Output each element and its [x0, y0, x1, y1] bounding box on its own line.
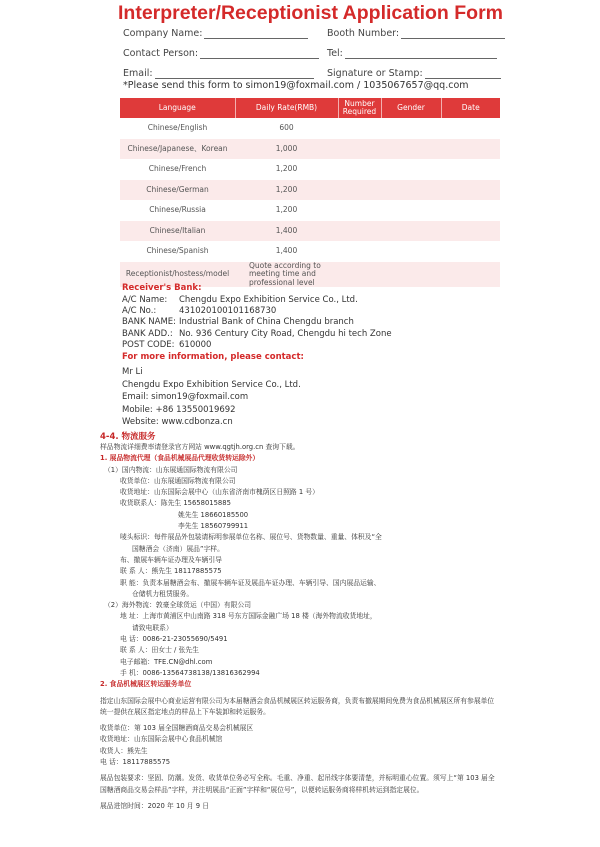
table-row: Receptionist/hostess/model Quote according to meeting time and professional level — [120, 262, 500, 288]
booth-field[interactable]: Booth Number: — [327, 25, 505, 39]
table-row: Chinese/Russia 1,200 — [149, 205, 298, 214]
header-rate: Daily Rate(RMB) — [235, 98, 338, 118]
header-gender: Gender — [381, 98, 441, 118]
contact-heading: For more information, please contact: — [122, 352, 304, 362]
rate-table-header — [120, 98, 500, 118]
logistics-section: 样品物流详细费率请登录官方网站 www.qgtjh.org.cn 查询下载。 1. 展品物流代理（食品机械展品代理收货转运除外） （1）国内物流：山东展通国际物流有限公司 收货单位：山东展通国际物流有限公司 收货地址：山东国际会展中心（山东省济南市槐荫区日照路 1 号） 收货联系人：陈先生 15658015885 姚先生 18660185500 李先生 18560799911 唛头标识：每件展品外包装请标明参展单位名称、展位号、货物数量、重量、体积及“全 国糖酒会（济南）展品”字样。 布、撤展车辆车证办理及车辆引导 联 系 人：熊先生 18117885575 职 能：负责本届糖酒会布、撤展车辆车证及展品车证办理、车辆引导、国内展品运输、 仓储机力租赁服务。 （2）海外物流：敦豪全球货运（中国）有限公司 地 址：上海市黄浦区中山南路 318 号东方国际金融广场 18 楼（海外物流收货地址， 请致电联系） 电 话：0086-21-23055690/5491 联 系 人：田女士 / 张先生 电子邮箱：TFE.CN@dhl.com 手 机：0086-13564738138/13816362994 2. 食品机械展区转运服务单位 指定山东国际会展中心商业运营有限公司为本届糖酒会食品机械展区转运服务商，负责布撤展期间免费为食品机械展区所有参展单位统一提供在展区指定地点的样品上下车装卸和转运服务。 收货单位：第 103 届全国糖酒商品交易会机械展区 收货地址：山东国际会展中心食品机械馆 收货人：熊先生 电 话：18117885575 展品包装要求：坚固、防潮。发货、收货单位务必写全称。毛重、净重、起吊线字体要清楚，并标明重心位置。须写上“第 103 届全国糖酒商品交易会样品”字样，并注明展品“正面”字样和“展位号”，以便转运服务商将样机转运到指定展位。 展品进馆时间：2020 年 10 月 9 日 — [100, 443, 495, 810]
contact-details: Mr Li Chengdu Expo Exhibition Service Co., Ltd. Email: simon19@foxmail.com Mobile: +86 13550019692 Website: www.cdbonza.cn — [122, 367, 301, 427]
logistics-heading: 4-4. 物流服务 — [100, 432, 156, 442]
contact-person-field[interactable]: Contact Person: — [123, 45, 319, 59]
header-number: Number Required — [338, 98, 381, 118]
header-date: Date — [441, 98, 500, 118]
table-row: Chinese/Japanese、Korean 1,000 — [120, 139, 500, 160]
form-title: Interpreter/Receptionist Application Form — [118, 2, 503, 24]
table-row: Chinese/Italian 1,400 — [120, 221, 500, 242]
tel-field[interactable]: Tel: — [327, 45, 497, 59]
email-field[interactable]: Email: — [123, 65, 314, 79]
bank-details: A/C Name: Chengdu Expo Exhibition Service Co., Ltd. A/C No.: 431020100101168730 BANK NAME: Industrial Bank of China Chengdu branch BANK ADD.: No. 936 Century City Road, Chengdu hi tech Zone POST CODE: 610000 — [122, 295, 392, 350]
table-row: Chinese/French 1,200 — [148, 164, 298, 173]
header-language: Language — [120, 98, 235, 118]
form-fields — [123, 25, 503, 85]
signature-field[interactable]: Signature or Stamp: — [327, 65, 501, 79]
table-row: Chinese/English 600 — [147, 123, 294, 132]
rate-table — [120, 98, 500, 287]
company-field[interactable]: Company Name: — [123, 25, 308, 39]
bank-heading: Receiver's Bank: — [122, 283, 202, 293]
table-row: Chinese/German 1,200 — [120, 180, 500, 201]
send-note: *Please send this form to simon19@foxmail.com / 1035067657@qq.com — [123, 80, 469, 91]
table-row: Chinese/Spanish 1,400 — [146, 246, 298, 255]
